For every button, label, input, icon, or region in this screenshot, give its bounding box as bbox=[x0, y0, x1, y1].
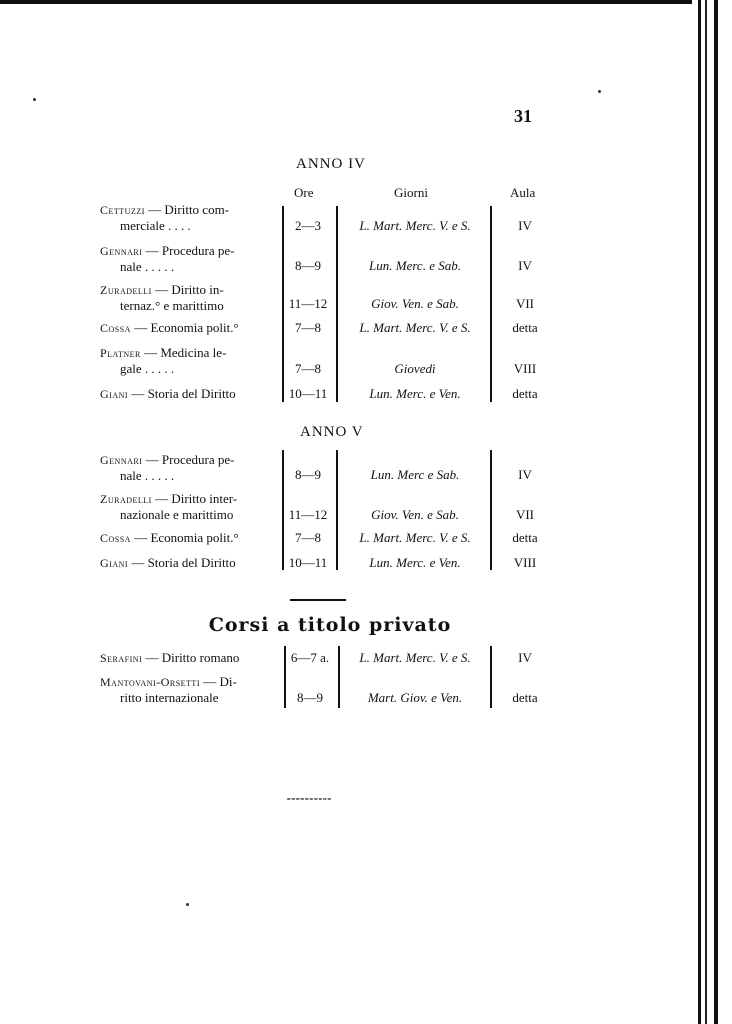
professor-name: Zuradelli bbox=[100, 492, 152, 506]
course-subject: — Medicina le- bbox=[144, 345, 227, 360]
professor-name: Giani bbox=[100, 556, 129, 570]
hours: 10—11 bbox=[288, 386, 328, 401]
professor-name: Gennari bbox=[100, 453, 143, 467]
course-subject-cont: ternaz.° e marittimo bbox=[120, 298, 224, 313]
course-subject: — Di- bbox=[203, 674, 237, 689]
room: IV bbox=[518, 258, 532, 273]
course-subject-cont: ritto internazionale bbox=[120, 690, 219, 705]
room: VII bbox=[515, 296, 535, 311]
room: VIII bbox=[513, 361, 537, 376]
column-divider bbox=[490, 646, 492, 708]
header-giorni: Giorni bbox=[394, 185, 428, 200]
days: L. Mart. Merc. V. e S. bbox=[359, 650, 471, 665]
room: IV bbox=[518, 650, 532, 665]
column-divider bbox=[336, 206, 338, 402]
days: Giov. Ven. e Sab. bbox=[371, 296, 459, 311]
header-aula: Aula bbox=[510, 185, 536, 200]
days: L. Mart. Merc. V. e S. bbox=[359, 530, 471, 545]
room: detta bbox=[512, 320, 538, 335]
private-courses-title: Corsi a titolo privato bbox=[208, 614, 452, 636]
room: VIII bbox=[513, 555, 537, 570]
professor-name: Platner bbox=[100, 346, 141, 360]
hours: 2—3 bbox=[295, 218, 321, 233]
column-divider bbox=[490, 206, 492, 402]
course-subject: — Economia polit.° bbox=[134, 320, 239, 335]
professor-name: Gennari bbox=[100, 244, 143, 258]
course-subject: — Procedura pe- bbox=[145, 452, 235, 467]
course-subject: — Procedura pe- bbox=[145, 243, 235, 258]
course-subject: — Diritto inter- bbox=[155, 491, 238, 506]
hours: 11—12 bbox=[288, 296, 328, 311]
hours: 8—9 bbox=[295, 467, 321, 482]
room: VII bbox=[515, 507, 535, 522]
page-number: 31 bbox=[514, 106, 532, 126]
room: IV bbox=[518, 218, 532, 233]
room: detta bbox=[512, 386, 538, 401]
professor-name: Mantovani-Orsetti bbox=[100, 675, 200, 689]
room: IV bbox=[518, 467, 532, 482]
course-subject: — Diritto in- bbox=[155, 282, 224, 297]
professor-name: Serafini bbox=[100, 651, 143, 665]
days: Lun. Merc. e Sab. bbox=[369, 258, 461, 273]
professor-name: Giani bbox=[100, 387, 129, 401]
hours: 11—12 bbox=[288, 507, 328, 522]
days: Lun. Merc. e Ven. bbox=[369, 386, 461, 401]
column-divider bbox=[490, 450, 492, 570]
course-subject-cont: nazionale e marittimo bbox=[120, 507, 234, 522]
course-subject-cont: nale . . . . . bbox=[120, 468, 175, 483]
days: Lun. Merc e Sab. bbox=[370, 467, 460, 482]
column-divider bbox=[336, 450, 338, 570]
days: L. Mart. Merc. V. e S. bbox=[359, 320, 471, 335]
course-subject: — Storia del Diritto bbox=[131, 555, 236, 570]
professor-name: Cossa bbox=[100, 321, 131, 335]
decorative-ornament: ⁃⁃⁃⁃⁃⁃⁃⁃⁃⁃ bbox=[286, 794, 331, 806]
scan-speck bbox=[186, 903, 189, 906]
hours: 7—8 bbox=[295, 530, 321, 545]
hours: 6—7 a. bbox=[290, 650, 330, 665]
professor-name: Cossa bbox=[100, 531, 131, 545]
course-subject: — Economia polit.° bbox=[134, 530, 239, 545]
course-subject-cont: gale . . . . . bbox=[120, 361, 175, 376]
room: detta bbox=[512, 530, 538, 545]
course-subject: — Diritto com- bbox=[148, 202, 230, 217]
top-border bbox=[0, 0, 700, 4]
scan-speck bbox=[598, 90, 601, 93]
course-subject-cont: merciale . . . . bbox=[120, 218, 191, 233]
course-subject-cont: nale . . . . . bbox=[120, 259, 175, 274]
days: Lun. Merc. e Ven. bbox=[369, 555, 461, 570]
hours: 10—11 bbox=[288, 555, 328, 570]
hours: 8—9 bbox=[295, 258, 321, 273]
hours: 7—8 bbox=[295, 320, 321, 335]
room: detta bbox=[512, 690, 538, 705]
days: Giovedì bbox=[394, 361, 436, 376]
course-subject: — Diritto romano bbox=[145, 650, 240, 665]
scan-speck bbox=[33, 98, 36, 101]
professor-name: Zuradelli bbox=[100, 283, 152, 297]
section-divider bbox=[290, 599, 346, 601]
days: L. Mart. Merc. V. e S. bbox=[359, 218, 471, 233]
days: Mart. Giov. e Ven. bbox=[367, 690, 463, 705]
professor-name: Cettuzzi bbox=[100, 203, 145, 217]
anno-iv-title: ANNO IV bbox=[296, 156, 366, 172]
hours: 8—9 bbox=[297, 690, 323, 705]
page-binding-edge bbox=[692, 0, 732, 1024]
anno-v-title: ANNO V bbox=[300, 424, 364, 440]
hours: 7—8 bbox=[295, 361, 321, 376]
course-subject: — Storia del Diritto bbox=[131, 386, 236, 401]
header-ore: Ore bbox=[294, 185, 314, 200]
days: Giov. Ven. e Sab. bbox=[371, 507, 459, 522]
